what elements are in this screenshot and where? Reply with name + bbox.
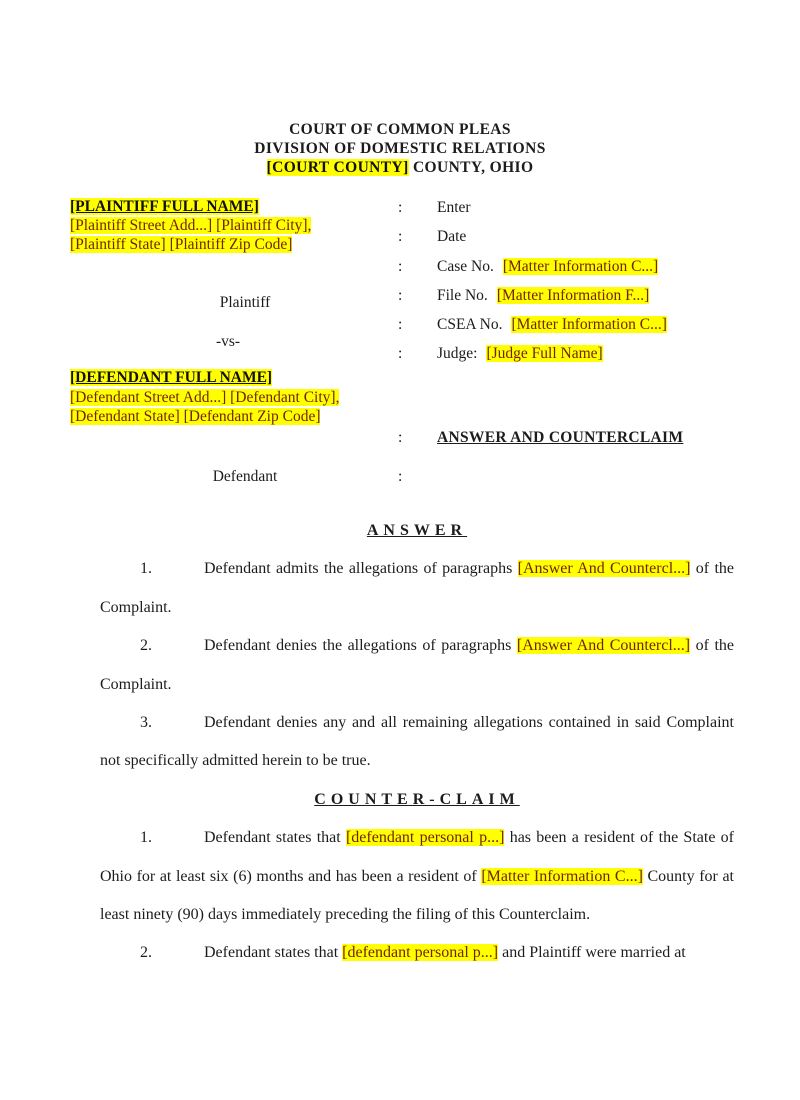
answer-paragraph-3	[100, 704, 734, 781]
defendant-address-line2[interactable]: [Defendant State] [Defendant Zip Code]	[70, 408, 321, 425]
row-label: Case No.	[437, 258, 494, 275]
court-header-line2: DIVISION OF DOMESTIC RELATIONS	[254, 140, 546, 157]
plaintiff-address-line2[interactable]: [Plaintiff State] [Plaintiff Zip Code]	[70, 236, 293, 253]
defendant-address-line1[interactable]: [Defendant Street Add...] [Defendant City],	[70, 389, 340, 406]
paragraph-number: 3.	[140, 714, 152, 732]
counterclaim-paragraph-2	[100, 934, 734, 972]
caption-row-enter	[437, 198, 471, 217]
paragraph-text: Defendant states that	[204, 944, 343, 962]
paragraph-text: Defendant states that	[204, 829, 346, 847]
caption-colon: :	[398, 345, 403, 362]
court-header-line3-rest: COUNTY, OHIO	[408, 159, 534, 176]
defendant-name-field[interactable]: [DEFENDANT FULL NAME]	[70, 369, 273, 386]
document-body	[100, 512, 734, 973]
answer-section-heading: ANSWER	[366, 522, 468, 539]
versus-label: -vs-	[215, 333, 241, 350]
caption-colon: :	[398, 199, 403, 216]
row-label: File No.	[437, 287, 488, 304]
case-caption	[0, 0, 800, 500]
row-label: Judge:	[437, 345, 478, 362]
paragraph-text: of the Complaint.	[100, 637, 735, 693]
merge-field[interactable]: [Matter Information C...]	[481, 867, 643, 885]
caption-row-case-no	[437, 257, 658, 276]
row-label: Enter	[437, 199, 471, 216]
paragraph-body	[204, 944, 686, 961]
answer-paragraph-1	[100, 550, 734, 627]
merge-field[interactable]: [Answer And Countercl...]	[516, 637, 691, 655]
document-title: ANSWER AND COUNTERCLAIM	[437, 429, 684, 446]
paragraph-number: 1.	[140, 560, 152, 578]
court-county-merge-field[interactable]: [COURT COUNTY]	[266, 159, 409, 176]
caption-colon: :	[398, 228, 403, 245]
paragraph-number: 2.	[140, 637, 152, 655]
row-label: CSEA No.	[437, 316, 503, 333]
caption-row-csea-no	[437, 315, 667, 334]
plaintiff-name-field[interactable]: [PLAINTIFF FULL NAME]	[70, 198, 259, 215]
court-header-line1: COURT OF COMMON PLEAS	[289, 121, 511, 138]
paragraph-text: Defendant denies any and all remaining allegations contained in said Complaint not specifically admitted herein to be true.	[100, 714, 734, 770]
paragraph-text: and Plaintiff were married at	[498, 944, 686, 962]
paragraph-text: Defendant admits the allegations of paragraphs	[204, 560, 518, 578]
caption-colon: :	[398, 316, 403, 333]
merge-field[interactable]: [defendant personal p...]	[345, 829, 505, 847]
row-label: Date	[437, 228, 467, 245]
paragraph-text: County for at least ninety (90) days immediately preceding the filing of this Counterclaim.	[100, 867, 734, 924]
defendant-role-label: Defendant	[212, 468, 278, 485]
caption-row-date	[437, 227, 466, 246]
case-number-merge-field[interactable]: [Matter Information C...]	[502, 258, 659, 275]
answer-paragraph-2	[100, 627, 734, 704]
plaintiff-address-line1[interactable]: [Plaintiff Street Add...] [Plaintiff City],	[70, 217, 312, 234]
counterclaim-paragraph-1	[100, 819, 734, 934]
paragraph-number: 2.	[140, 944, 152, 962]
caption-row-judge	[437, 344, 603, 363]
csea-number-merge-field[interactable]: [Matter Information C...]	[511, 316, 667, 333]
paragraph-text: has been a resident of the State of Ohio for at least six (6) months and has been a resident of	[100, 829, 735, 885]
paragraph-text: Defendant denies the allegations of paragraphs	[204, 637, 517, 655]
caption-colon: :	[398, 287, 403, 304]
plaintiff-role-label: Plaintiff	[219, 294, 271, 311]
merge-field[interactable]: [defendant personal p...]	[342, 944, 499, 962]
merge-field[interactable]: [Answer And Countercl...]	[517, 560, 691, 578]
caption-colon: :	[398, 468, 403, 485]
counterclaim-section-heading: COUNTER-CLAIM	[314, 790, 520, 808]
paragraph-text: of the Complaint.	[100, 560, 735, 616]
caption-row-file-no	[437, 286, 649, 305]
paragraph-number: 1.	[140, 829, 152, 847]
file-number-merge-field[interactable]: [Matter Information F...]	[496, 287, 650, 304]
caption-colon: :	[398, 429, 403, 446]
judge-name-merge-field[interactable]: [Judge Full Name]	[486, 345, 603, 362]
caption-colon: :	[398, 258, 403, 275]
